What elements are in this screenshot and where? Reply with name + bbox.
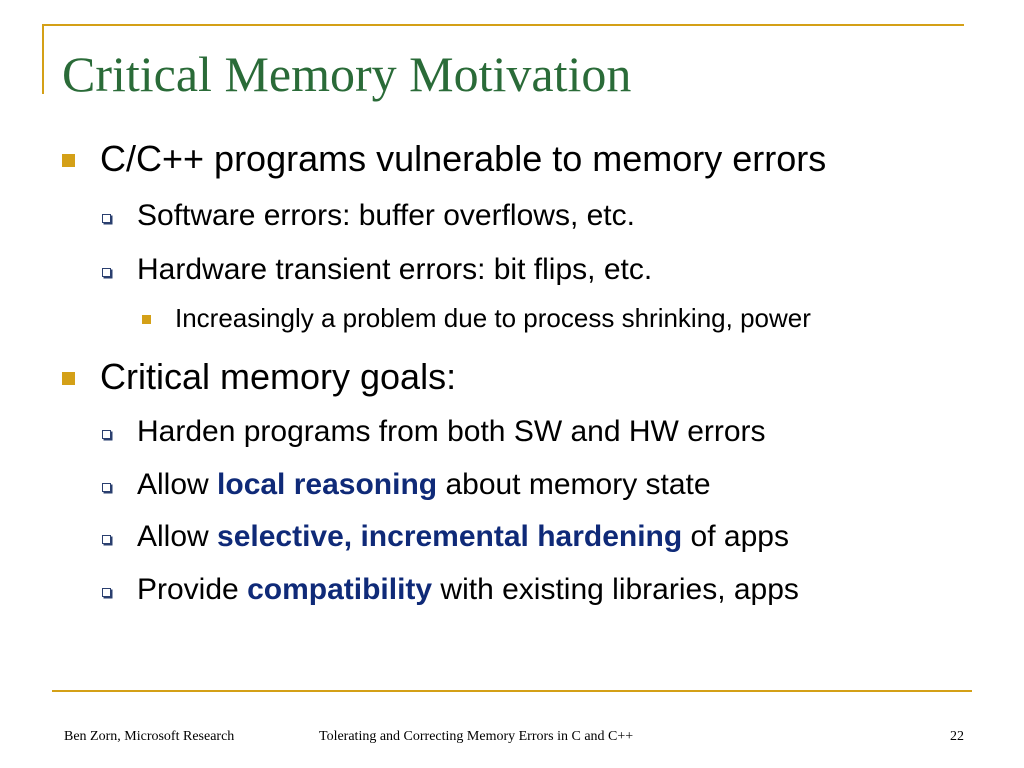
- sub-bullet-text: [137, 518, 789, 556]
- emphasis-text: local reasoning: [217, 468, 438, 501]
- square-bullet-icon: [62, 372, 75, 385]
- emphasis-text: selective, incremental hardening: [217, 520, 683, 553]
- bullet-text: C/C++ programs vulnerable to memory errors: [100, 138, 827, 179]
- text-before: Provide: [137, 573, 248, 606]
- slide-title: Critical Memory Motivation: [62, 46, 632, 102]
- hollow-square-bullet-icon: [102, 214, 111, 223]
- footer-page-number: 22: [950, 729, 964, 744]
- square-bullet-icon: [142, 315, 151, 324]
- sub-bullet-text: [137, 466, 711, 504]
- sub-sub-bullet-text: Increasingly a problem due to process shrinking, power: [175, 303, 811, 333]
- text-before: Allow: [137, 520, 218, 553]
- square-bullet-icon: [62, 154, 75, 167]
- sub-bullet-text: [137, 571, 799, 609]
- footer-rule: [52, 690, 972, 692]
- emphasis-text: compatibility: [247, 573, 433, 606]
- text-after: about memory state: [437, 468, 711, 501]
- sub-bullet-text: Hardware transient errors: bit flips, etc.: [137, 253, 653, 286]
- hollow-square-bullet-icon: [102, 430, 111, 439]
- hollow-square-bullet-icon: [102, 535, 111, 544]
- hollow-square-bullet-icon: [102, 483, 111, 492]
- text-before: Allow: [137, 468, 218, 501]
- hollow-square-bullet-icon: [102, 268, 111, 277]
- bullet-text: Critical memory goals:: [100, 356, 457, 397]
- hollow-square-bullet-icon: [102, 588, 111, 597]
- footer-talk-title: Tolerating and Correcting Memory Errors in C and C++: [319, 729, 634, 744]
- text-after: of apps: [682, 520, 789, 553]
- sub-bullet-text: Software errors: buffer overflows, etc.: [137, 199, 635, 232]
- footer-author: Ben Zorn, Microsoft Research: [64, 729, 235, 744]
- text-after: with existing libraries, apps: [432, 573, 799, 606]
- sub-bullet-text: Harden programs from both SW and HW errors: [137, 415, 766, 448]
